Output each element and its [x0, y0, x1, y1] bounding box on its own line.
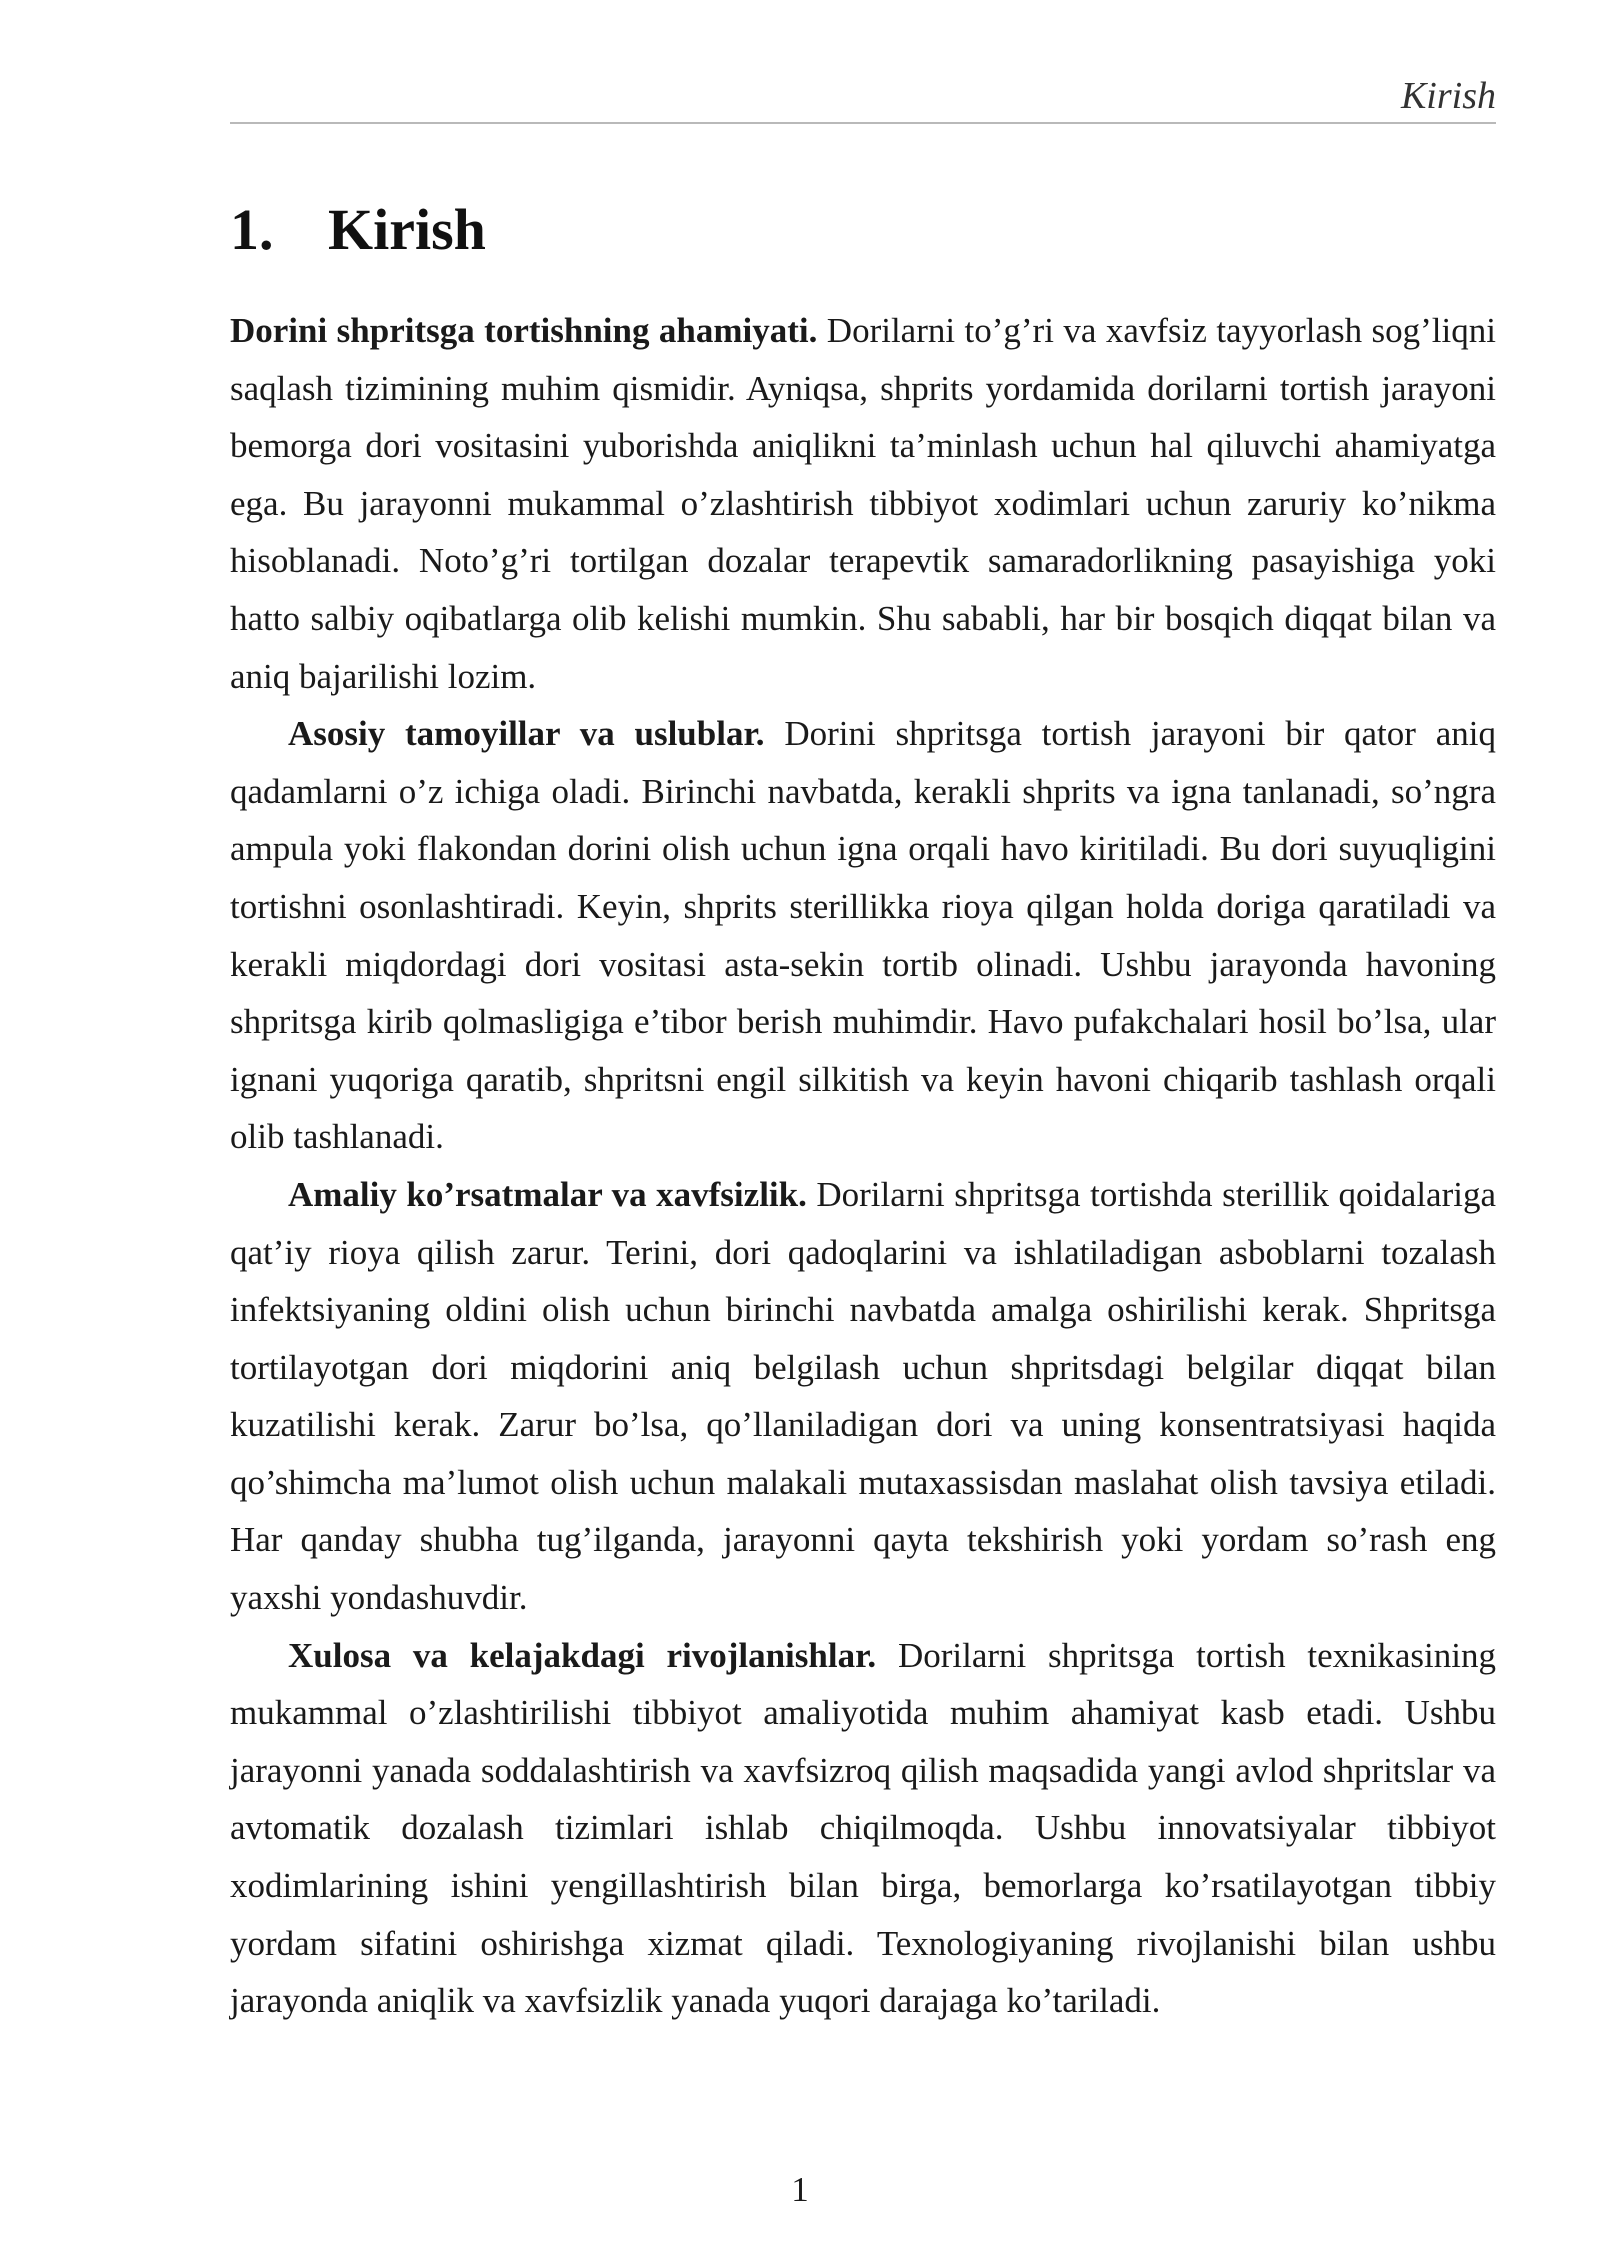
page-number: 1 — [791, 2170, 809, 2209]
paragraph-safety — [230, 1166, 1496, 1627]
chapter-title: Kirish — [328, 197, 486, 262]
running-header — [230, 70, 1496, 124]
chapter-number: 1. — [230, 197, 274, 262]
paragraph-heading: Amaliy ko’rsatmalar va xavfsizlik. — [288, 1174, 807, 1214]
chapter-heading — [230, 190, 486, 270]
paragraph-text: Dorilarni shpritsga tortishda sterillik qoidalariga qat’iy rioya qilish zarur. Terini, dori qadoqlarini va ishlatiladigan asboblarni tozalash infektsiyaning oldini olish uchun birinchi navbatda amalga oshirilishi kerak. Shpritsga tortilayotgan dori miqdorini aniq belgilash uchun shpritsdagi belgilar diqqat bilan kuzatilishi kerak. Zarur bo’lsa, qo’llaniladigan dori va uning konsentratsiyasi haqida qo’shimcha ma’lumot olish uchun malakali mutaxassisdan maslahat olish tavsiya etiladi. Har qanday shubha tug’ilganda, jarayonni qayta tekshirish yoki yordam so’rash eng yaxshi yondashuvdir. — [230, 1174, 1496, 1618]
paragraph-text: Dorilarni to’g’ri va xavfsiz tayyorlash sog’liqni saqlash tizimining muhim qismidir. Ayniqsa, shprits yordamida dorilarni tortish jarayoni bemorga dori vositasini yuborishda aniqlikni ta’minlash uchun hal qiluvchi ahamiyatga ega. Bu jarayonni mukammal o’zlashtirish tibbiyot xodimlari uchun zaruriy ko’nikma hisoblanadi. Noto’g’ri tortilgan dozalar terapevtik samaradorlikning pasayishiga yoki hatto salbiy oqibatlarga olib kelishi mumkin. Shu sababli, har bir bosqich diqqat bilan va aniq bajarilishi lozim. — [230, 311, 1496, 696]
paragraph-heading: Xulosa va kelajakdagi rivojlanishlar. — [288, 1635, 877, 1675]
paragraph-importance — [230, 302, 1496, 705]
paragraph-text: Dorilarni shpritsga tortish texnikasining mukammal o’zlashtirilishi tibbiyot amaliyotida muhim ahamiyat kasb etadi. Ushbu jarayonni yanada soddalashtirish va xavfsizroq qilish maqsadida yangi avlod shpritslar va avtomatik dozalash tizimlari ishlab chiqilmoqda. Ushbu innovatsiyalar tibbiyot xodimlarining ishini yengillashtirish bilan birga, bemorlarga ko’rsatilayotgan tibbiy yordam sifatini oshirishga xizmat qiladi. Texnologiyaning rivojlanishi bilan ushbu jarayonda aniqlik va xavfsizlik yanada yuqori darajaga ko’tariladi. — [230, 1635, 1496, 2021]
paragraph-principles — [230, 705, 1496, 1166]
running-header-title: Kirish — [1400, 75, 1496, 117]
paragraph-conclusion — [230, 1627, 1496, 2030]
paragraph-text: Dorini shpritsga tortish jarayoni bir qator aniq qadamlarni o’z ichiga oladi. Birinchi navbatda, kerakli shprits va igna tanlanadi, so’ngra ampula yoki flakondan dorini olish uchun igna orqali havo kiritiladi. Bu dori suyuqligini tortishni osonlashtiradi. Keyin, shprits sterillikka rioya qilgan holda doriga qaratiladi va kerakli miqdordagi dori vositasi asta-sekin tortib olinadi. Ushbu jarayonda havoning shpritsga kirib qolmasligiga e’tibor berish muhimdir. Havo pufakchalari hosil bo’lsa, ular ignani yuqoriga qaratib, shpritsni engil silkitish va keyin havoni chiqarib tashlash orqali olib tashlanadi. — [230, 714, 1496, 1157]
paragraph-heading: Asosiy tamoyillar va uslublar. — [288, 714, 765, 754]
body-text — [230, 302, 1496, 2030]
paragraph-heading: Dorini shpritsga tortishning ahamiyati. — [230, 311, 818, 350]
